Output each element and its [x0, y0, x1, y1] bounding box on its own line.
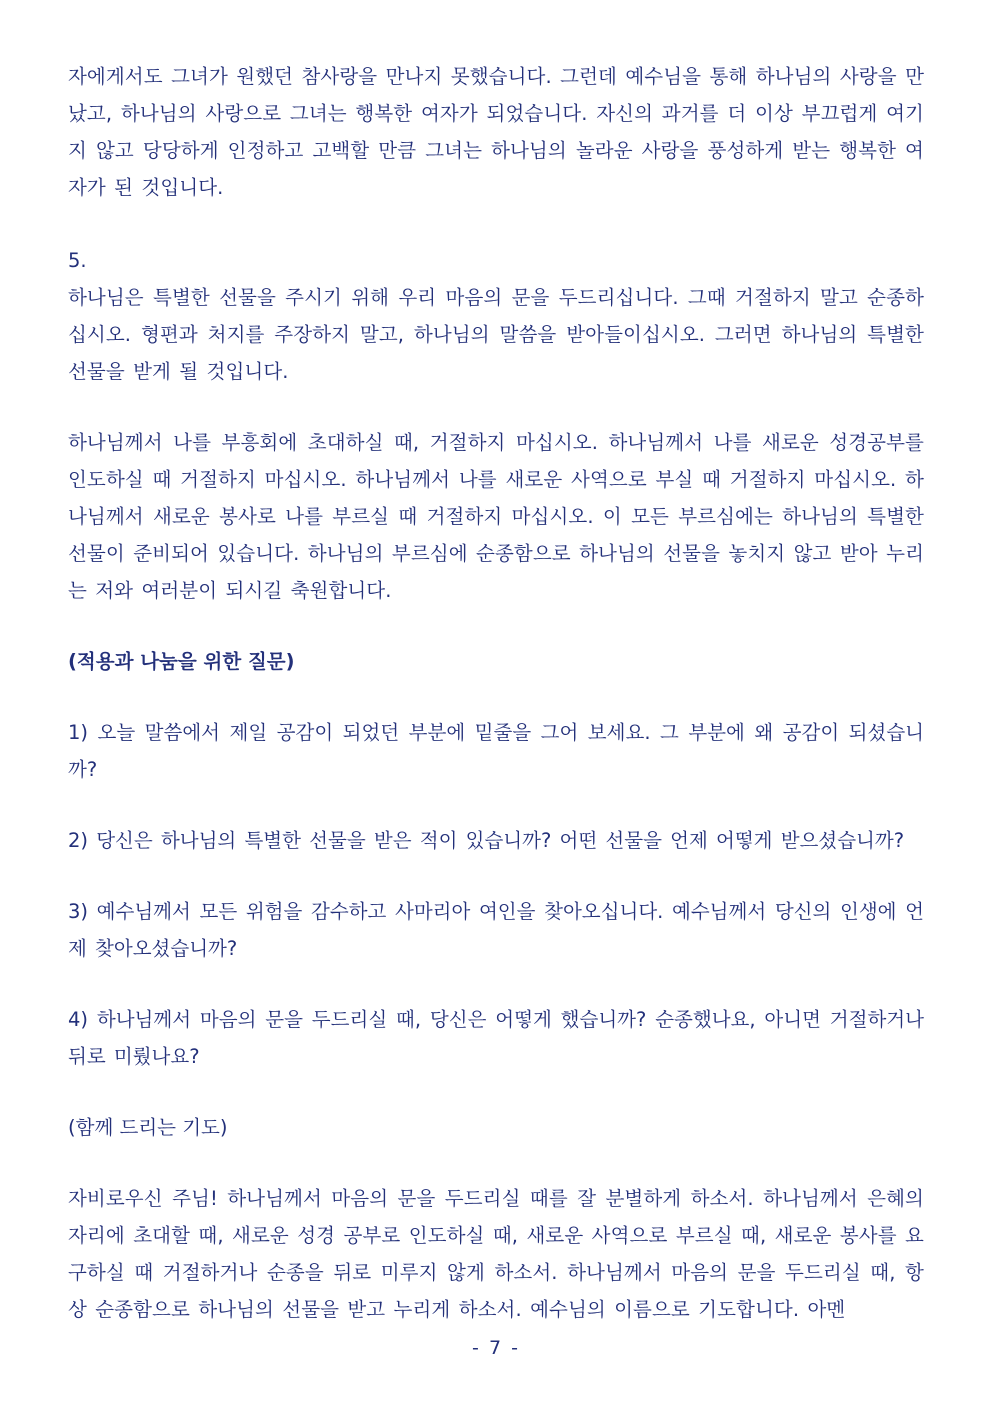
- spacer: [68, 206, 924, 242]
- spacer: [68, 680, 924, 714]
- section-number: 5.: [68, 249, 87, 272]
- spacer: [68, 788, 924, 822]
- spacer: [68, 1075, 924, 1109]
- page-number: - 7 -: [472, 1337, 520, 1359]
- question-item-3: 3) 예수님께서 모든 위험을 감수하고 사마리아 여인을 찾아오십니다. 예수님께서 당신의 인생에 언제 찾아오셨습니까?: [68, 900, 924, 960]
- question-item-1: 1) 오늘 말씀에서 제일 공감이 되었던 부분에 밑줄을 그어 보세요. 그 부분에 왜 공감이 되셨습니까?: [68, 721, 924, 781]
- spacer: [68, 609, 924, 643]
- question-item-4: 4) 하나님께서 마음의 문을 두드리실 때, 당신은 어떻게 했습니까? 순종했나요, 아니면 거절하거나 뒤로 미뤘나요?: [68, 1008, 924, 1068]
- document-body: [68, 58, 924, 1328]
- spacer: [68, 859, 924, 893]
- section-paragraph-2: 하나님께서 나를 부흥회에 초대하실 때, 거절하지 마십시오. 하나님께서 나를 새로운 성경공부를 인도하실 때 거절하지 마십시오. 하나님께서 나를 새로운 사역으로 부실 때 거절하지 마십시오. 하나님께서 새로운 봉사로 나를 부르실 때 거절하지 마십시오. 이 모든 부르심에는 하나님의 특별한 선물이 준비되어 있습니다. 하나님의 부르심에 순종함으로 하나님의 선물을 놓치지 않고 받아 누리는 저와 여러분이 되시길 축원합니다.: [68, 431, 924, 602]
- spacer: [68, 390, 924, 424]
- paragraph-continuation: 자에게서도 그녀가 원했던 참사랑을 만나지 못했습니다. 그런데 예수님을 통해 하나님의 사랑을 만났고, 하나님의 사랑으로 그녀는 행복한 여자가 되었습니다. 자신의 과거를 더 이상 부끄럽게 여기지 않고 당당하게 인정하고 고백할 만큼 그녀는 하나님의 놀라운 사랑을 풍성하게 받는 행복한 여자가 된 것입니다.: [68, 65, 924, 199]
- prayer-heading: (함께 드리는 기도): [68, 1116, 228, 1139]
- question-item-2: 2) 당신은 하나님의 특별한 선물을 받은 적이 있습니까? 어떤 선물을 언제 어떻게 받으셨습니까?: [68, 829, 905, 852]
- section-paragraph-1: 하나님은 특별한 선물을 주시기 위해 우리 마음의 문을 두드리십니다. 그때 거절하지 말고 순종하십시오. 형편과 처지를 주장하지 말고, 하나님의 말씀을 받아들이십시오. 그러면 하나님의 특별한 선물을 받게 될 것입니다.: [68, 286, 924, 383]
- prayer-paragraph: 자비로우신 주님! 하나님께서 마음의 문을 두드리실 때를 잘 분별하게 하소서. 하나님께서 은혜의 자리에 초대할 때, 새로운 성경 공부로 인도하실 때, 새로운 사역으로 부르실 때, 새로운 봉사를 요구하실 때 거절하거나 순종을 뒤로 미루지 않게 하소서. 하나님께서 마음의 문을 두드리실 때, 항상 순종함으로 하나님의 선물을 받고 누리게 하소서. 예수님의 이름으로 기도합니다. 아멘: [68, 1187, 924, 1321]
- spacer: [68, 1146, 924, 1180]
- questions-heading: (적용과 나눔을 위한 질문): [68, 650, 295, 673]
- spacer: [68, 967, 924, 1001]
